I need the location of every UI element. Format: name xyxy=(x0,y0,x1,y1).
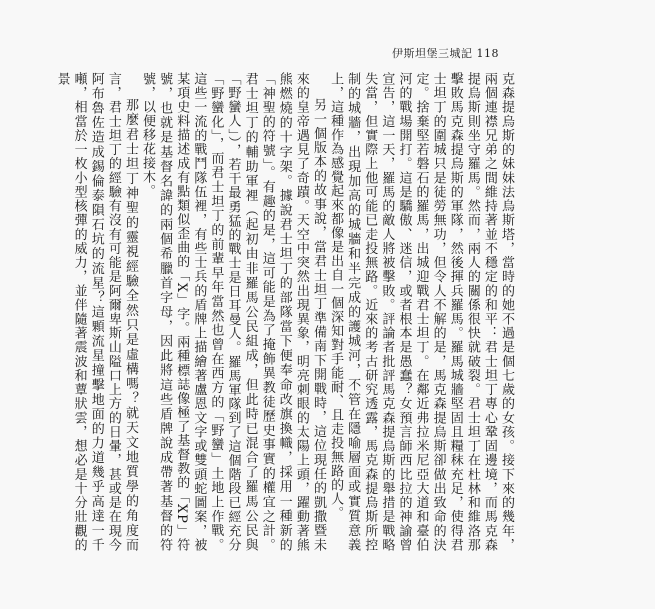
paragraph: 那麼君士坦丁神聖的靈視經驗全然只是虛構嗎？就天文地質學的角度而言，君士坦丁的經驗有沒有可能是阿爾卑斯山隘口上方的日暈，甚或是在現今阿布魯佐造成錫倫泰隕石坑的流星？這顆流星撞擊地面的力道幾乎高達一千噸，相當於一枚小型核彈的威力，並伴隨著震波和蕈狀雲，想必是十分壯觀的景 xyxy=(54,72,138,552)
book-title: 伊斯坦堡三城記 xyxy=(392,47,473,60)
paragraph: 另一個版本的故事說，當君士坦丁準備南下開戰時，這位現任的凱撒暨未來的皇帝遇見了奇蹟。天空中突然出現異象，明亮刺眼的太陽上頭，躍動著熊熊燃燒的十字架。據說君士坦丁的部隊當下便奉命改旗換幟，採用一種新的「神聖的符號」。有趣的是，這可能是為了掩飾異教徒歷史事實的權宜之計。君士坦丁的輔助軍裡（起初由非羅馬公民組成，但此時已混合了羅馬公民與「野蠻人」），若干最勇猛的戰士是日耳曼人。羅馬軍隊到了這個階段已經充分「野蠻化」，而君士坦丁的前輩早年當然也曾在西方的「野蠻」土地上作戰。這些一流的戰鬥隊伍裡，有些士兵的盾牌上描繪著盧恩文字或雙頭蛇圖案，被某項史料描述成有點類似歪曲的「X」字。兩種標誌像極了基督教的「XP」符號，也就是基督名諱的兩個希臘首字母，因此將這些盾牌說成帶著基督的符號，以便移花接木。 xyxy=(140,72,326,552)
running-header xyxy=(392,45,499,61)
page-number: 118 xyxy=(476,47,499,60)
body-text xyxy=(54,72,515,552)
paragraph: 克森提烏斯的妹妹法烏斯塔，當時的她不過是個七歲的女孩。接下來的幾年，兩個連襟兄弟之間維持著並不穩定的和平：君士坦丁專心鞏固邊境，而馬克森提烏斯則坐守羅馬。然而，兩人的關係很快就破裂。君士坦丁在杜林和維洛那擊敗馬克森提烏斯的軍隊，然後揮兵羅馬。羅馬城牆堅固且糧秣充足，使得君士坦丁的圍城只是徒勞無功，但令人不解的是，馬克森提烏斯卻做出致命的決定。捨棄堅若磐石的羅馬，出城迎戰君士坦丁。在鄰近弗拉米尼亞大道和臺伯河的戰場開打。這是驕傲、迷信，或者根本是愚蠢？女預言師西比拉的神諭曾宣告，這一天，羅馬的敵人將被擊敗。評論者批評馬克森提烏斯的舉措是戰略失當，但實際上他可能已走投無路。近來的考古研究透露，馬克森提烏斯所控制的城牆，出現加高的城牆和半完成的護城河，不管在隱喻層面或實質意義上，這種作為感覺起來都像是出自一個深知對手能耐、且走投無路的人。 xyxy=(328,72,514,552)
